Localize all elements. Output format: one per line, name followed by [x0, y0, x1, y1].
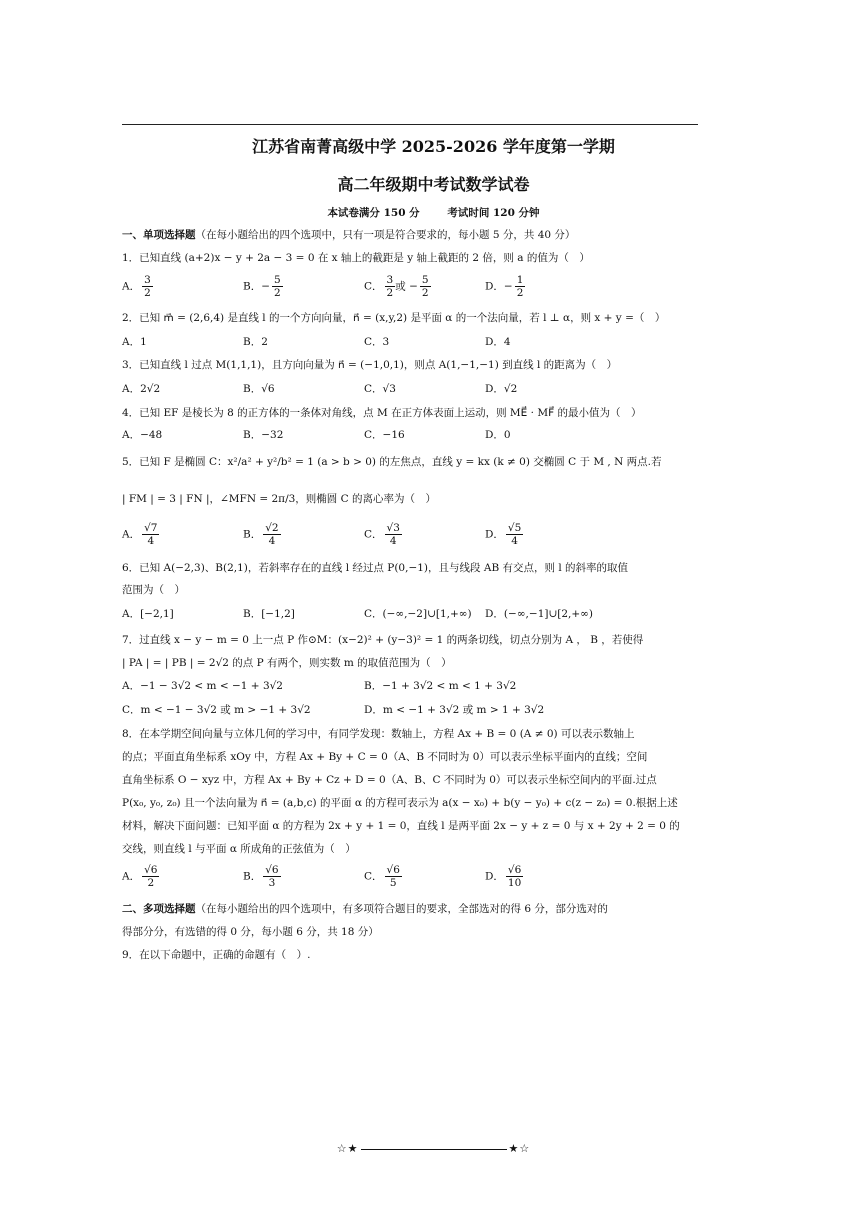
q8-line5: 材料，解决下面问题：已知平面 α 的方程为 2x + y + 1 = 0，直线 l 是两平面 2x − y + z = 0 与 x + 2y + 2 = 0 的 — [122, 820, 680, 832]
q7-option-d: D．m < −1 + 3√2 或 m > 1 + 3√2 — [364, 704, 545, 716]
q8-line3: 直角坐标系 O − xyz 中，方程 Ax + By + Cz + D = 0（A、B、C 不同时为 0）可以表示坐标空间内的平面.过点 — [122, 774, 657, 786]
q7-stem-line2: | PA | = | PB | = 2√2 的点 P 有两个，则实数 m 的取值范围为（ ） — [122, 657, 452, 669]
fraction: $\frac{3}{2}$ — [144, 274, 151, 299]
section2-heading — [122, 902, 608, 916]
q4-option-d: D．0 — [485, 429, 511, 441]
score-info: 本试卷满分 150 分 — [327, 207, 420, 219]
q6-option-a: A．[−2,1] — [122, 608, 174, 620]
q5-option-d: D． $\frac{√5}{4}$ — [485, 522, 522, 547]
q6-option-c: C．(−∞,−2]∪[1,+∞) — [364, 608, 472, 620]
school-title: 江苏省南菁高级中学 2025-2026 学年度第一学期 — [252, 137, 615, 156]
fraction: $\frac{√6}{3}$ — [265, 864, 279, 889]
q3-option-b: B．√6 — [243, 383, 275, 395]
q4-option-b: B．−32 — [243, 429, 284, 441]
fraction: $\frac{√6}{10}$ — [507, 864, 522, 889]
exam-title: 高二年级期中考试数学试卷 — [337, 175, 530, 194]
fraction: $\frac{5}{2}$ — [274, 274, 281, 299]
section2-title: 二、多项选择题 — [122, 903, 196, 915]
q6-stem-line1: 6．已知 A(−2,3)、B(2,1)，若斜率存在的直线 l 经过点 P(0,−1)，且与线段 AB 有交点，则 l 的斜率的取值 — [122, 562, 629, 574]
top-rule — [122, 124, 698, 125]
section1-title: 一、单项选择题 — [122, 229, 196, 241]
q8-line6: 交线，则直线 l 与平面 α 所成角的正弦值为（ ） — [122, 843, 356, 855]
fraction: $\frac{√6}{2}$ — [144, 864, 158, 889]
q3-option-c: C．√3 — [364, 383, 396, 395]
fraction: $\frac{1}{2}$ — [516, 274, 524, 299]
fraction: $\frac{√7}{4}$ — [144, 522, 158, 547]
page-footer — [0, 1142, 867, 1155]
q5-option-c: C． $\frac{√3}{4}$ — [364, 522, 400, 547]
q7-option-c: C．m < −1 − 3√2 或 m > −1 + 3√2 — [122, 704, 311, 716]
q9-stem: 9．在以下命题中，正确的命题有（ ）. — [122, 949, 311, 961]
q6-stem-line2: 范围为（ ） — [122, 584, 185, 596]
q4-option-c: C．−16 — [364, 429, 405, 441]
q2-option-a: A．1 — [122, 336, 147, 348]
q5-option-b: B． $\frac{√2}{4}$ — [243, 522, 279, 547]
q5-stem-line2: | FM | = 3 | FN |，∠MFN = 2π/3，则椭圆 C 的离心率为（ ） — [122, 493, 437, 505]
q3-stem: 3．已知直线 l 过点 M(1,1,1)，且方向向量为 n⃗ = (−1,0,1)，则点 A(1,−1,−1) 到直线 l 的距离为（ ） — [122, 359, 618, 371]
fraction: $\frac{3}{2}$ — [386, 274, 394, 299]
q2-stem: 2．已知 m⃗ = (2,6,4) 是直线 l 的一个方向向量，n⃗ = (x,y,2) 是平面 α 的一个法向量，若 l ⊥ α，则 x + y =（ ） — [122, 312, 666, 324]
fraction: $\frac{5}{2}$ — [421, 274, 429, 299]
q1-option-c: C． $\frac{3}{2}$ 或 − $\frac{5}{2}$ — [364, 274, 429, 299]
q8-line2: 的点；平面直角坐标系 xOy 中，方程 Ax + By + C = 0（A、B 不同时为 0）可以表示坐标平面内的直线；空间 — [122, 751, 648, 763]
q8-option-d: D． $\frac{√6}{10}$ — [485, 864, 522, 889]
q3-option-a: A．2√2 — [122, 383, 161, 395]
section2-note-line1: （在每小题给出的四个选项中，有多项符合题目的要求，全部选对的得 6 分，部分选对的 — [195, 903, 608, 915]
q7-stem-line1: 7．过直线 x − y − m = 0 上一点 P 作⊙M：(x−2)² + (y−3)² = 1 的两条切线，切点分别为 A ， B ，若使得 — [122, 634, 644, 646]
exam-meta — [0, 205, 867, 220]
q2-option-b: B．2 — [243, 336, 268, 348]
q1-option-b: B．− $\frac{5}{2}$ — [243, 274, 281, 299]
footer-left-stars: ☆★ — [336, 1142, 359, 1155]
q1-option-d: D．− $\frac{1}{2}$ — [485, 274, 524, 299]
q8-option-b: B． $\frac{√6}{3}$ — [243, 864, 279, 889]
q1-stem: 1．已知直线 (a+2)x − y + 2a − 3 = 0 在 x 轴上的截距是 y 轴上截距的 2 倍，则 a 的值为（ ） — [122, 252, 590, 264]
fraction: $\frac{√3}{4}$ — [386, 522, 400, 547]
q8-line4: P(x₀, y₀, z₀) 且一个法向量为 n⃗ = (a,b,c) 的平面 α 的方程可表示为 a(x − x₀) + b(y − y₀) + c(z − z₀) = 0.根据上述 — [122, 797, 678, 809]
section1-note: （在每小题给出的四个选项中，只有一项是符合要求的，每小题 5 分，共 40 分） — [195, 229, 576, 241]
fraction: $\frac{√2}{4}$ — [265, 522, 279, 547]
q6-option-b: B．[−1,2] — [243, 608, 295, 620]
footer-line — [361, 1149, 507, 1150]
q6-option-d: D．(−∞,−1]∪[2,+∞) — [485, 608, 594, 620]
q8-line1: 8．在本学期空间向量与立体几何的学习中，有同学发现：数轴上，方程 Ax + B = 0 (A ≠ 0) 可以表示数轴上 — [122, 728, 635, 740]
q4-option-a: A．−48 — [122, 429, 163, 441]
q8-option-a: A． $\frac{√6}{2}$ — [122, 864, 158, 889]
q1-option-a: A． $\frac{3}{2}$ — [122, 274, 151, 299]
q4-stem: 4．已知 EF 是棱长为 8 的正方体的一条体对角线，点 M 在正方体表面上运动，则 ME⃗ · MF⃗ 的最小值为（ ） — [122, 407, 642, 419]
fraction: $\frac{√5}{4}$ — [507, 522, 522, 547]
section2-note-line2: 得部分分，有选错的得 0 分，每小题 6 分，共 18 分） — [122, 926, 379, 938]
q7-option-b: B．−1 + 3√2 < m < 1 + 3√2 — [364, 680, 517, 692]
footer-right-stars: ★☆ — [508, 1142, 531, 1155]
q2-option-c: C．3 — [364, 336, 390, 348]
section1-heading — [122, 228, 575, 242]
fraction: $\frac{√6}{5}$ — [386, 864, 400, 889]
q8-option-c: C． $\frac{√6}{5}$ — [364, 864, 400, 889]
time-info: 考试时间 120 分钟 — [447, 207, 540, 219]
q7-option-a: A．−1 − 3√2 < m < −1 + 3√2 — [122, 680, 283, 692]
q3-option-d: D．√2 — [485, 383, 518, 395]
q5-stem-line1: 5．已知 F 是椭圆 C：x²/a² + y²/b² = 1 (a > b > 0) 的左焦点，直线 y = kx (k ≠ 0) 交椭圆 C 于 M , N 两点.若 — [122, 456, 662, 468]
q2-option-d: D．4 — [485, 336, 511, 348]
q5-option-a: A． $\frac{√7}{4}$ — [122, 522, 158, 547]
